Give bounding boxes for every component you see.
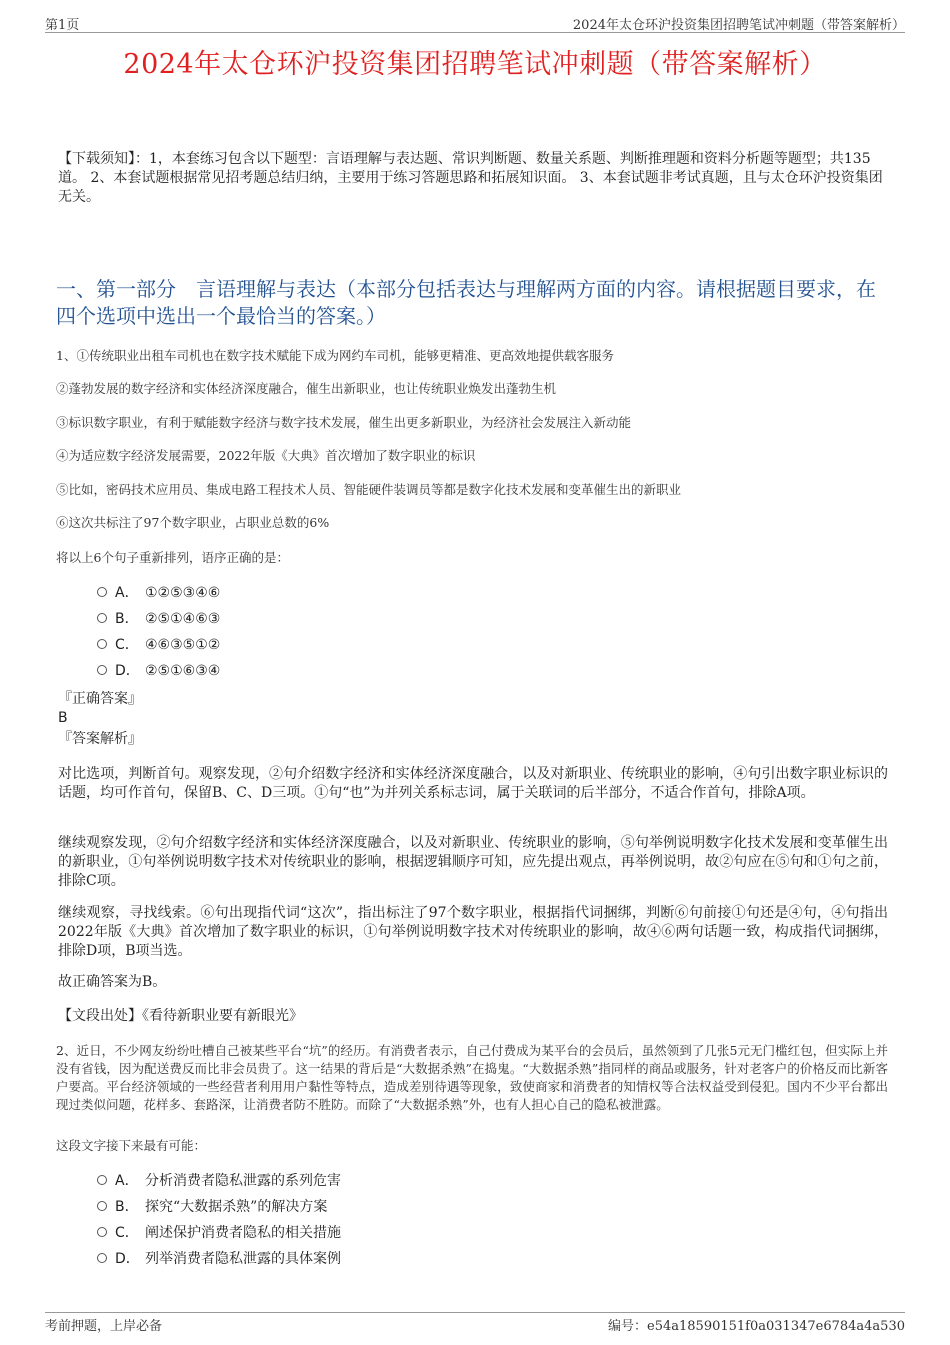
radio-icon[interactable] <box>97 587 107 597</box>
header-doc-title: 2024年太仓环沪投资集团招聘笔试冲刺题（带答案解析） <box>572 18 905 33</box>
q2-option-a[interactable]: A． 分析消费者隐私泄露的系列危害 <box>97 1168 341 1194</box>
document-title: 2024年太仓环沪投资集团招聘笔试冲刺题（带答案解析） <box>123 49 827 80</box>
radio-icon[interactable] <box>97 1201 107 1211</box>
q1-prompt: 将以上6个句子重新排列，语序正确的是： <box>56 550 289 565</box>
radio-icon[interactable] <box>97 665 107 675</box>
q1-options <box>97 580 220 684</box>
page-footer <box>45 1312 905 1333</box>
radio-icon[interactable] <box>97 639 107 649</box>
q1-option-c[interactable]: C． ④⑥③⑤①② <box>97 632 220 658</box>
q2-prompt: 这段文字接下来最有可能： <box>56 1138 207 1153</box>
q1-sentence-5: ⑤比如，密码技术应用员、集成电路工程技术人员、智能硬件装调员等都是数字化技术发展和变革催生出的新职业 <box>56 482 682 497</box>
q2-options <box>97 1168 341 1272</box>
download-notice: 【下载须知】：1，本套练习包含以下题型：言语理解与表达题、常识判断题、数量关系题、判断推理题和资料分析题等题型；共135道。 2、本套试题根据常见招考题总结归纳，主要用于练习答题思路和拓展知识面。 3、本套试题非考试真题，且与太仓环沪投资集团无关。 <box>58 151 883 205</box>
analysis-conclusion: 故正确答案为B。 <box>58 974 167 990</box>
page-header <box>45 14 905 33</box>
answer-label: 『正确答案』 <box>58 691 142 707</box>
analysis-label: 『答案解析』 <box>58 731 142 747</box>
analysis-paragraph-1: 对比选项，判断首句。观察发现，②句介绍数字经济和实体经济深度融合，以及对新职业、传统职业的影响，④句引出数字职业标识的话题，均可作首句，保留B、C、D三项。①句“也”为并列关系标志词，属于关联词的后半部分，不适合作首句，排除A项。 <box>58 766 888 801</box>
analysis-paragraph-3: 继续观察，寻找线索。⑥句出现指代词“这次”，指出标注了97个数字职业，根据指代词捆绑，判断⑥句前接①句还是④句，④句指出2022年版《大典》首次增加了数字职业的标识，①句举例说明数字技术对传统职业的影响，故④⑥两句话题一致，构成指代词捆绑，排除D项，B项当选。 <box>58 905 888 959</box>
q1-sentence-6: ⑥这次共标注了97个数字职业，占职业总数的6% <box>56 515 330 530</box>
page-number: 第1页 <box>45 18 80 33</box>
q1-option-a[interactable]: A． ①②⑤③④⑥ <box>97 580 220 606</box>
answer-value: B <box>58 710 68 726</box>
q1-sentence-3: ③标识数字职业，有利于赋能数字经济与数字技术发展，催生出更多新职业，为经济社会发展注入新动能 <box>56 415 632 430</box>
analysis-paragraph-2: 继续观察发现，②句介绍数字经济和实体经济深度融合，以及对新职业、传统职业的影响，⑤句举例说明数字化技术发展和变革催生出的新职业，①句举例说明数字技术对传统职业的影响，根据逻辑顺序可知，应先提出观点，再举例说明，故②句应在⑤句和①句之前，排除C项。 <box>58 835 888 889</box>
radio-icon[interactable] <box>97 1253 107 1263</box>
document-id: 编号：e54a18590151f0a031347e6784a4a530 <box>608 1319 905 1334</box>
radio-icon[interactable] <box>97 1175 107 1185</box>
radio-icon[interactable] <box>97 1227 107 1237</box>
section-title: 一、第一部分 言语理解与表达（本部分包括表达与理解两方面的内容。请根据题目要求，在四个选项中选出一个最恰当的答案。） <box>56 277 876 328</box>
q1-sentence-4: ④为适应数字经济发展需要，2022年版《大典》首次增加了数字职业的标识 <box>56 448 476 463</box>
q2-stem: 2、近日，不少网友纷纷吐槽自己被某些平台“坑”的经历。有消费者表示，自己付费成为某平台的会员后，虽然领到了几张5元无门槛红包，但实际上并没有省钱，因为配送费反而比非会员贵了。这一结果的背后是“大数据杀熟”在捣鬼。“大数据杀熟”指同样的商品或服务，针对老客户的价格反而比新客户要高。平台经济领域的一些经营者利用用户黏性等特点，造成差别待遇等现象，致使商家和消费者的知情权等合法权益受到侵犯。国内不少平台都出现过类似问题，花样多、套路深，让消费者防不胜防。而除了“大数据杀熟”外，也有人担心自己的隐私被泄露。 <box>56 1043 888 1112</box>
q2-option-c[interactable]: C． 阐述保护消费者隐私的相关措施 <box>97 1220 341 1246</box>
q2-option-b[interactable]: B． 探究“大数据杀熟”的解决方案 <box>97 1194 341 1220</box>
q1-sentence-2: ②蓬勃发展的数字经济和实体经济深度融合，催生出新职业，也让传统职业焕发出蓬勃生机 <box>56 381 557 396</box>
passage-source: 【文段出处】《看待新职业要有新眼光》 <box>58 1008 303 1024</box>
q1-option-b[interactable]: B． ②⑤①④⑥③ <box>97 606 220 632</box>
footer-slogan: 考前押题，上岸必备 <box>45 1319 163 1334</box>
radio-icon[interactable] <box>97 613 107 623</box>
q1-sentence-1: 1、①传统职业出租车司机也在数字技术赋能下成为网约车司机，能够更精准、更高效地提供载客服务 <box>56 348 614 363</box>
q2-option-d[interactable]: D． 列举消费者隐私泄露的具体案例 <box>97 1246 341 1272</box>
q1-option-d[interactable]: D． ②⑤①⑥③④ <box>97 658 220 684</box>
